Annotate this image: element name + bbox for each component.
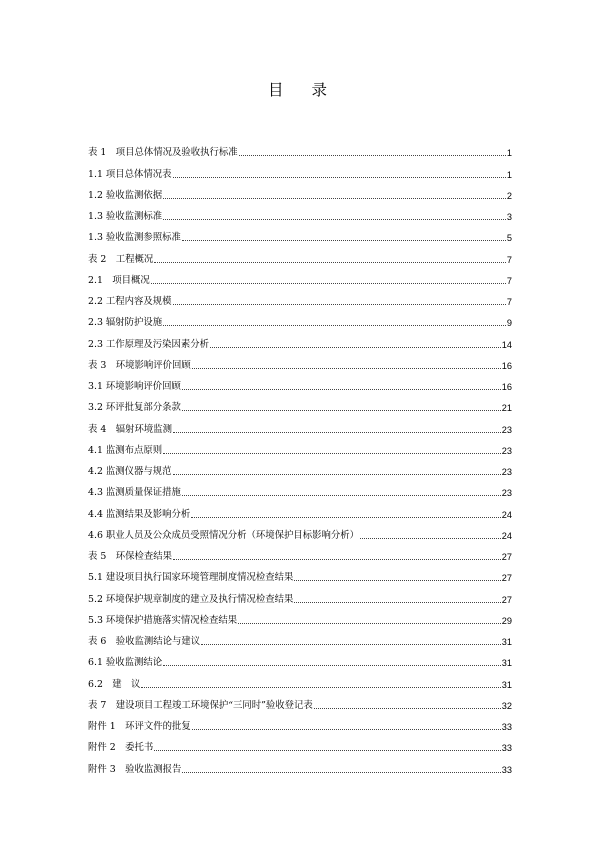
- toc-entry-page-number: 24: [501, 530, 512, 541]
- toc-entry-page-number: 23: [501, 424, 512, 435]
- toc-entry-page-number: 23: [501, 445, 512, 456]
- toc-entry-page-number: 1: [506, 169, 512, 180]
- toc-entry-page-number: 23: [501, 488, 512, 499]
- toc-entry[interactable]: [88, 372, 512, 393]
- toc-entry[interactable]: [88, 436, 512, 457]
- toc-entry-page-number: 7: [506, 254, 512, 265]
- toc-entry[interactable]: [88, 712, 512, 733]
- title-char-2: 录: [311, 81, 328, 99]
- toc-leader-dots: [154, 262, 506, 263]
- toc-entry-label: 6.1 验收监测结论: [88, 657, 163, 669]
- toc-leader-dots: [192, 729, 501, 730]
- toc-entry[interactable]: [88, 351, 512, 372]
- toc-entry-label: 1.3 验收监测标准: [88, 211, 163, 222]
- toc-entry-label: 2.2 工程内容及规模: [88, 296, 172, 307]
- toc-leader-dots: [163, 665, 501, 666]
- toc-leader-dots: [173, 304, 506, 305]
- toc-leader-dots: [173, 559, 501, 560]
- toc-entry-page-number: 27: [501, 594, 512, 605]
- toc-entry-page-number: 31: [501, 658, 512, 669]
- toc-entry[interactable]: [88, 393, 512, 414]
- toc-leader-dots: [173, 474, 501, 475]
- toc-leader-dots: [360, 538, 501, 539]
- toc-leader-dots: [182, 410, 501, 411]
- toc-entry-label: 5.2 环境保护规章制度的建立及执行情况检查结果: [88, 593, 294, 605]
- toc-entry-page-number: 31: [501, 679, 512, 690]
- toc-entry[interactable]: [88, 266, 512, 287]
- toc-entry-page-number: 14: [501, 339, 512, 350]
- toc-entry-label: 表 7 建设项目工程竣工环境保护“三同时”验收登记表: [88, 699, 313, 711]
- page-title: [0, 78, 595, 100]
- toc-entry[interactable]: [88, 244, 512, 265]
- toc-entry-label: 表 6 验收监测结论与建议: [88, 636, 201, 647]
- toc-entry-page-number: 33: [501, 722, 512, 732]
- toc-entry-page-number: 23: [501, 467, 512, 477]
- toc-entry-label: 4.3 监测质量保证措施: [88, 487, 181, 499]
- toc-entry-label: 1.2 验收监测依据: [88, 189, 163, 201]
- toc-entry-page-number: 24: [501, 509, 512, 520]
- toc-entry[interactable]: [88, 754, 512, 775]
- toc-entry[interactable]: [88, 287, 512, 308]
- toc-leader-dots: [192, 368, 501, 369]
- toc-leader-dots: [163, 453, 501, 454]
- toc-entry-label: 4.1 监测布点原则: [88, 444, 163, 456]
- toc-entry[interactable]: [88, 606, 512, 627]
- toc-leader-dots: [182, 772, 500, 773]
- toc-leader-dots: [314, 708, 501, 709]
- toc-entry-page-number: 33: [501, 743, 512, 754]
- toc-leader-dots: [294, 580, 500, 581]
- toc-leader-dots: [163, 219, 506, 220]
- toc-entry-page-number: 1: [506, 148, 512, 159]
- toc-entry-label: 4.2 监测仪器与规范: [88, 466, 172, 477]
- toc-entry[interactable]: [88, 521, 512, 542]
- toc-entry-page-number: 29: [501, 615, 512, 626]
- toc-entry-label: 4.6 职业人员及公众成员受照情况分析（环境保护目标影响分析）: [88, 529, 360, 541]
- toc-entry[interactable]: [88, 584, 512, 605]
- toc-entry[interactable]: [88, 563, 512, 584]
- toc-entry[interactable]: [88, 691, 512, 712]
- toc-entry[interactable]: [88, 542, 512, 563]
- toc-entry-page-number: 5: [506, 233, 512, 244]
- toc-entry[interactable]: [88, 669, 512, 690]
- toc-entry[interactable]: [88, 181, 512, 202]
- toc-entry[interactable]: [88, 308, 512, 329]
- toc-entry-label: 5.3 环境保护措施落实情况检查结果: [88, 614, 238, 626]
- toc-entry-label: 表 3 环境影响评价回顾: [88, 359, 191, 371]
- toc-entry-label: 附件 3 验收监测报告: [88, 763, 182, 775]
- toc-entry-label: 附件 2 委托书: [88, 742, 154, 754]
- toc-entry-page-number: 33: [501, 764, 512, 775]
- toc-entry-page-number: 32: [501, 700, 512, 711]
- toc-entry[interactable]: [88, 414, 512, 435]
- toc-entry-page-number: 16: [501, 360, 512, 371]
- toc-leader-dots: [141, 687, 500, 688]
- toc-leader-dots: [182, 495, 501, 496]
- toc-entry[interactable]: [88, 733, 512, 754]
- toc-entry[interactable]: [88, 648, 512, 669]
- toc-entry-label: 1.1 项目总体情况表: [88, 168, 172, 180]
- toc-entry-label: 3.1 环境影响评价回顾: [88, 381, 181, 392]
- toc-entry[interactable]: [88, 138, 512, 159]
- toc-leader-dots: [294, 602, 500, 603]
- toc-leader-dots: [201, 644, 501, 645]
- toc-entry-label: 附件 1 环评文件的批复: [88, 721, 191, 732]
- toc-entry[interactable]: [88, 202, 512, 223]
- toc-entry-page-number: 7: [506, 275, 512, 286]
- toc-leader-dots: [151, 283, 506, 284]
- toc-entry-label: 4.4 监测结果及影响分析: [88, 508, 191, 520]
- toc-entry-page-number: 2: [506, 190, 512, 201]
- toc-entry-page-number: 27: [501, 552, 512, 562]
- toc-entry[interactable]: [88, 627, 512, 648]
- toc-entry-label: 2.3 工作原理及污染因素分析: [88, 338, 210, 350]
- toc-entry[interactable]: [88, 329, 512, 350]
- toc-leader-dots: [163, 198, 506, 199]
- toc-leader-dots: [238, 623, 501, 624]
- toc-entry-page-number: 16: [501, 382, 512, 392]
- toc-entry-label: 2.3 辐射防护设施: [88, 317, 163, 329]
- toc-entry-page-number: 27: [501, 573, 512, 584]
- table-of-contents: [88, 138, 512, 776]
- toc-entry-page-number: 7: [506, 297, 512, 307]
- toc-entry-label: 表 5 环保检查结果: [88, 551, 172, 562]
- toc-entry-page-number: 9: [506, 318, 512, 329]
- toc-entry-label: 2.1 项目概况: [88, 274, 150, 286]
- toc-entry-label: 3.2 环评批复部分条款: [88, 402, 181, 414]
- toc-entry[interactable]: [88, 159, 512, 180]
- toc-entry-page-number: 31: [501, 637, 512, 647]
- toc-leader-dots: [173, 177, 506, 178]
- toc-entry-page-number: 21: [501, 403, 512, 414]
- toc-entry-page-number: 3: [506, 212, 512, 222]
- toc-leader-dots: [163, 325, 506, 326]
- toc-entry-label: 1.3 验收监测参照标准: [88, 232, 181, 244]
- toc-entry-label: 表 2 工程概况: [88, 253, 154, 265]
- toc-leader-dots: [210, 347, 501, 348]
- toc-leader-dots: [182, 240, 506, 241]
- toc-entry[interactable]: [88, 499, 512, 520]
- toc-leader-dots: [191, 517, 501, 518]
- toc-entry-label: 6.2 建 议: [88, 678, 141, 690]
- toc-entry[interactable]: [88, 478, 512, 499]
- title-char-1: 目: [267, 81, 284, 99]
- toc-entry[interactable]: [88, 457, 512, 478]
- toc-leader-dots: [239, 155, 506, 156]
- toc-entry-label: 5.1 建设项目执行国家环境管理制度情况检查结果: [88, 572, 294, 584]
- toc-entry-label: 表 4 辐射环境监测: [88, 423, 172, 435]
- toc-leader-dots: [182, 389, 501, 390]
- toc-entry[interactable]: [88, 223, 512, 244]
- toc-leader-dots: [173, 432, 501, 433]
- toc-entry-label: 表 1 项目总体情况及验收执行标准: [88, 147, 238, 159]
- toc-leader-dots: [154, 750, 501, 751]
